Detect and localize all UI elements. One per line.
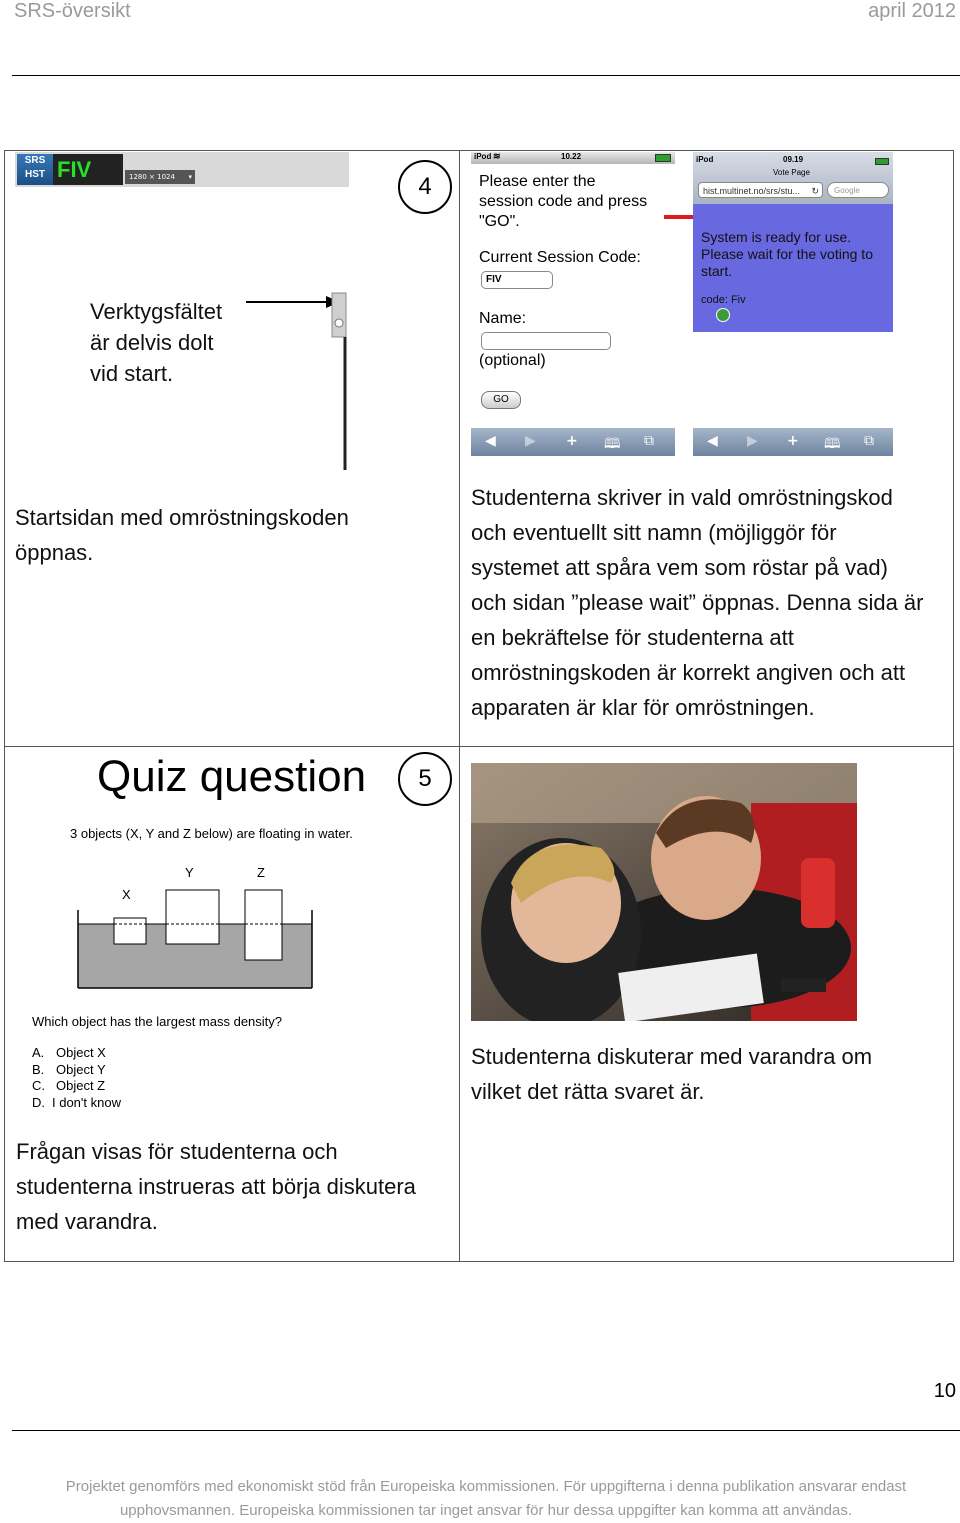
resolution-value: 1280 × 1024 bbox=[129, 173, 175, 181]
floating-objects-diagram bbox=[74, 860, 320, 992]
bookmarks-icon[interactable]: 🕮 bbox=[604, 436, 621, 452]
session-prompt: Please enter the session code and press "GO". bbox=[479, 173, 648, 230]
caption-line: öppnas. bbox=[15, 540, 94, 565]
water-tank bbox=[74, 860, 320, 992]
object-y-label: Y bbox=[185, 865, 194, 880]
go-button[interactable]: GO bbox=[481, 391, 521, 409]
back-icon[interactable]: ◀ bbox=[485, 433, 496, 449]
ipod-status-bar: iPod ≋ 10.22 bbox=[471, 152, 675, 164]
students-discussing-photo bbox=[471, 763, 857, 1021]
forward-icon[interactable]: ▶ bbox=[747, 433, 758, 449]
session-code-input[interactable]: FIV bbox=[481, 271, 553, 289]
choice-b: B. Object Y bbox=[32, 1061, 106, 1077]
back-icon[interactable]: ◀ bbox=[707, 433, 718, 449]
caption-step5-right: Studenterna diskuterar med varandra om vilket det rätta svaret är. bbox=[471, 1044, 873, 1104]
safari-toolbar bbox=[471, 428, 675, 456]
quiz-question: Which object has the largest mass density? bbox=[32, 1014, 283, 1029]
header-rule bbox=[12, 75, 960, 76]
refresh-icon[interactable] bbox=[716, 308, 730, 322]
quiz-intro: 3 objects (X, Y and Z below) are floating in water. bbox=[70, 826, 353, 841]
header-right: april 2012 bbox=[868, 0, 956, 22]
add-icon[interactable]: + bbox=[787, 433, 799, 449]
page-title: Vote Page bbox=[773, 168, 810, 177]
battery-icon bbox=[655, 154, 671, 162]
url-field[interactable]: hist.multinet.no/srs/stu... ↻ bbox=[698, 182, 823, 198]
browser-chrome: iPod 09.19 Vote Page hist.multinet.no/srs/stu... ↻ Google bbox=[693, 152, 893, 204]
choice-d: D. I don't know bbox=[32, 1094, 121, 1110]
bookmarks-icon[interactable]: 🕮 bbox=[824, 436, 841, 452]
tabs-icon[interactable]: ⧉ bbox=[864, 433, 874, 449]
session-code-label: Current Session Code: bbox=[479, 249, 641, 266]
battery-icon bbox=[875, 158, 889, 165]
phone-session-screen bbox=[471, 152, 675, 456]
chevron-down-icon: ▾ bbox=[188, 173, 192, 181]
phone-vote-screen bbox=[693, 152, 893, 332]
quiz-choices bbox=[32, 1045, 121, 1111]
toolbar-callout bbox=[90, 296, 222, 389]
reload-icon[interactable]: ↻ bbox=[811, 186, 819, 196]
footer-rule bbox=[12, 1430, 960, 1431]
wifi-icon: ≋ bbox=[493, 151, 501, 161]
step-number-4: 4 bbox=[398, 160, 452, 214]
caption-line: Startsidan med omröstningskoden bbox=[15, 505, 349, 530]
header-left: SRS-översikt bbox=[14, 0, 131, 22]
callout-line: Verktygsfältet bbox=[90, 299, 223, 324]
choice-a: A. Object X bbox=[32, 1045, 106, 1060]
name-hint: (optional) bbox=[479, 352, 546, 369]
footer-text: Projektet genomförs med ekonomiskt stöd från Europeiska kommissionen. För uppgifterna i denna publikation ansvarar endast upphovsmannen. Europeiska kommissionen tar inget ansvar för hur dessa uppgifter kan komma att användas. bbox=[65, 1478, 907, 1519]
caption-step5-left: Frågan visas för studenterna och studenterna instrueras att börja diskutera med varandra. bbox=[16, 1139, 416, 1234]
callout-line: vid start. bbox=[90, 361, 174, 386]
safari-toolbar bbox=[693, 428, 893, 456]
srs-logo-text: SRS HST bbox=[24, 155, 46, 180]
add-icon[interactable]: + bbox=[566, 433, 578, 449]
caption-step4-right: Studenterna skriver in vald omröstningskod och eventuellt sitt namn (möjliggör för systemet att spåra vem som röstar på vad) och sidan ”please wait” öppnas. Denna sida är en bekräftelse för studenterna att omröstningskoden är korrekt angiven och att apparaten är klar för omröstningen. bbox=[471, 485, 924, 720]
resolution-dropdown[interactable] bbox=[125, 170, 195, 184]
toolbar-session-code: FIV bbox=[53, 154, 123, 185]
search-field[interactable]: Google bbox=[827, 182, 889, 198]
object-z-label: Z bbox=[257, 865, 265, 880]
tabs-icon[interactable]: ⧉ bbox=[644, 433, 654, 449]
photo-illustration bbox=[471, 763, 857, 1021]
name-label: Name: bbox=[479, 310, 527, 327]
srs-logo-icon bbox=[17, 154, 53, 185]
caption-step4-left bbox=[15, 500, 349, 570]
callout-arrow bbox=[244, 290, 354, 475]
page-number: 10 bbox=[933, 1380, 956, 1402]
quiz-title: Quiz question bbox=[97, 752, 367, 801]
callout-line: är delvis dolt bbox=[90, 330, 214, 355]
ready-message: System is ready for use. Please wait for the voting to start. bbox=[701, 229, 873, 279]
srs-toolbar bbox=[15, 152, 349, 187]
vote-code: code: Fiv bbox=[701, 294, 746, 306]
cell-step4-left bbox=[4, 150, 460, 747]
step-number-5: 5 bbox=[398, 752, 452, 806]
object-x-label: X bbox=[122, 887, 131, 902]
name-input[interactable] bbox=[481, 332, 611, 350]
choice-c: C. Object Z bbox=[32, 1078, 106, 1093]
forward-icon[interactable]: ▶ bbox=[525, 433, 536, 449]
